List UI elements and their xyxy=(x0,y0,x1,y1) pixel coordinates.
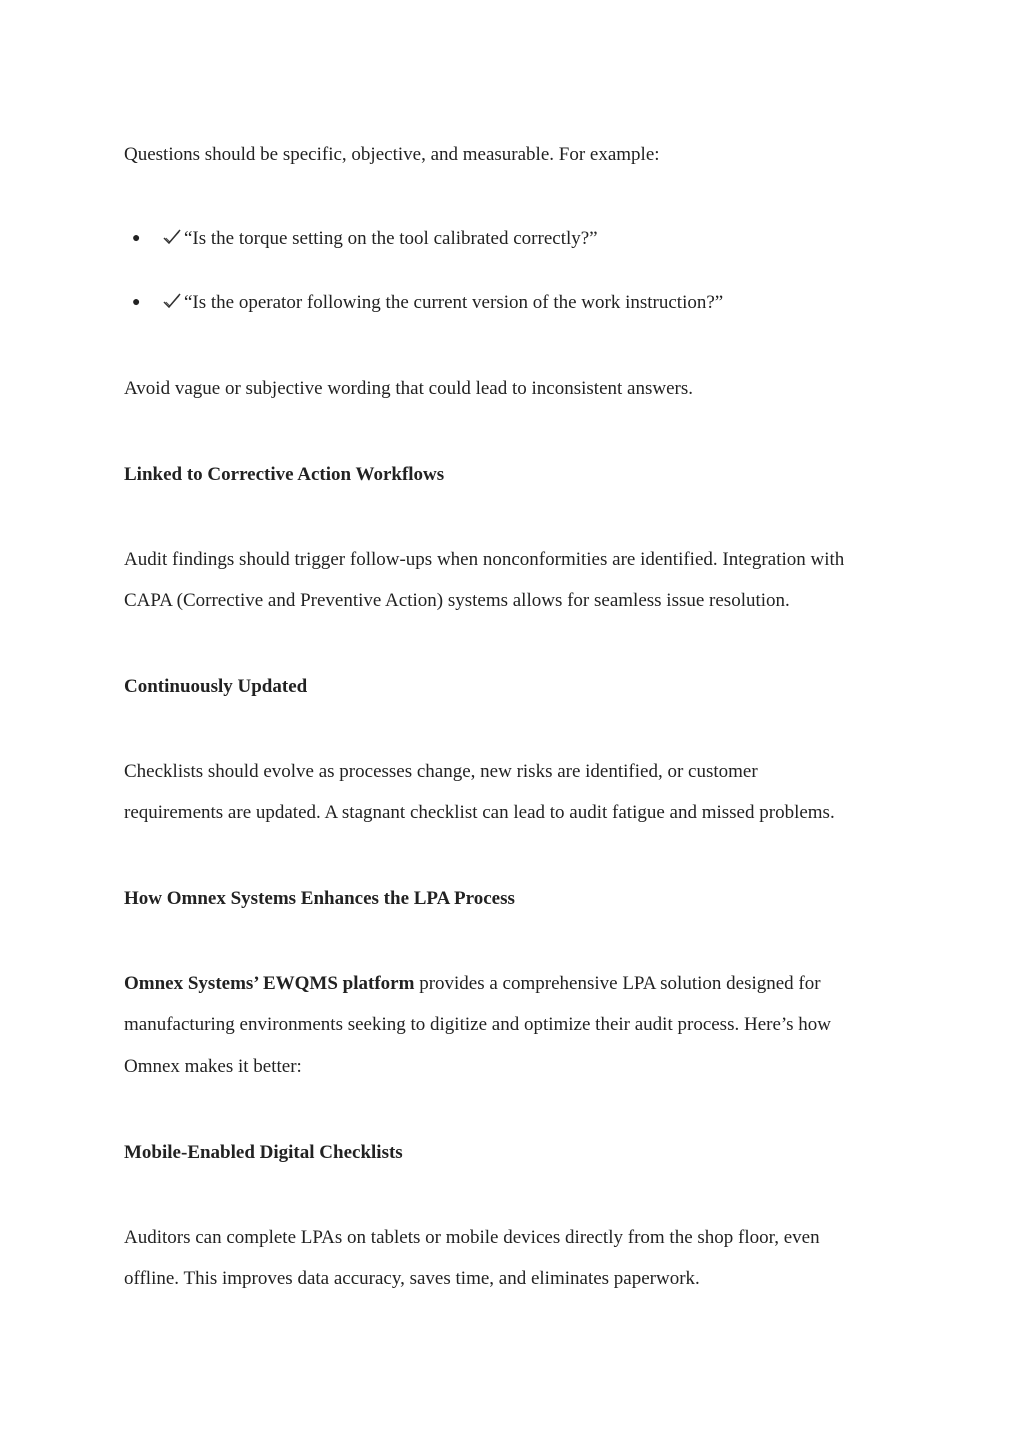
paragraph-line: requirements are updated. A stagnant checklist can lead to audit fatigue and missed problems. xyxy=(124,802,835,823)
paragraph-line: Checklists should evolve as processes change, new risks are identified, or customer xyxy=(124,761,758,782)
paragraph-line: CAPA (Corrective and Preventive Action) systems allows for seamless issue resolution. xyxy=(124,590,790,611)
bullet-dot: ● xyxy=(132,295,141,310)
example-question: “Is the torque setting on the tool calibrated correctly?” xyxy=(184,228,598,249)
intro-paragraph: Questions should be specific, objective, and measurable. For example: xyxy=(124,144,660,165)
check-mark-icon xyxy=(162,282,184,323)
bullet-dot: ● xyxy=(132,231,141,246)
paragraph-line: manufacturing environments seeking to digitize and optimize their audit process. Here’s how xyxy=(124,1014,832,1035)
paragraph-line: Auditors can complete LPAs on tablets or mobile devices directly from the shop floor, even xyxy=(124,1227,820,1248)
paragraph-line: Omnex makes it better: xyxy=(124,1056,302,1077)
avoid-paragraph: Avoid vague or subjective wording that could lead to inconsistent answers. xyxy=(124,378,693,399)
paragraph-line: Omnex Systems’ EWQMS platform provides a comprehensive LPA solution designed for xyxy=(124,973,821,994)
section-heading: How Omnex Systems Enhances the LPA Process xyxy=(124,888,515,909)
section-heading: Continuously Updated xyxy=(124,676,308,697)
check-mark-icon xyxy=(162,218,184,259)
section-heading: Linked to Corrective Action Workflows xyxy=(124,464,445,485)
section-heading: Mobile-Enabled Digital Checklists xyxy=(124,1142,403,1163)
example-question: “Is the operator following the current version of the work instruction?” xyxy=(184,292,724,313)
platform-name: Omnex Systems’ EWQMS platform xyxy=(124,973,415,994)
paragraph-line: Audit findings should trigger follow-ups when nonconformities are identified. Integration with xyxy=(124,549,845,570)
paragraph-line: offline. This improves data accuracy, saves time, and eliminates paperwork. xyxy=(124,1268,700,1289)
